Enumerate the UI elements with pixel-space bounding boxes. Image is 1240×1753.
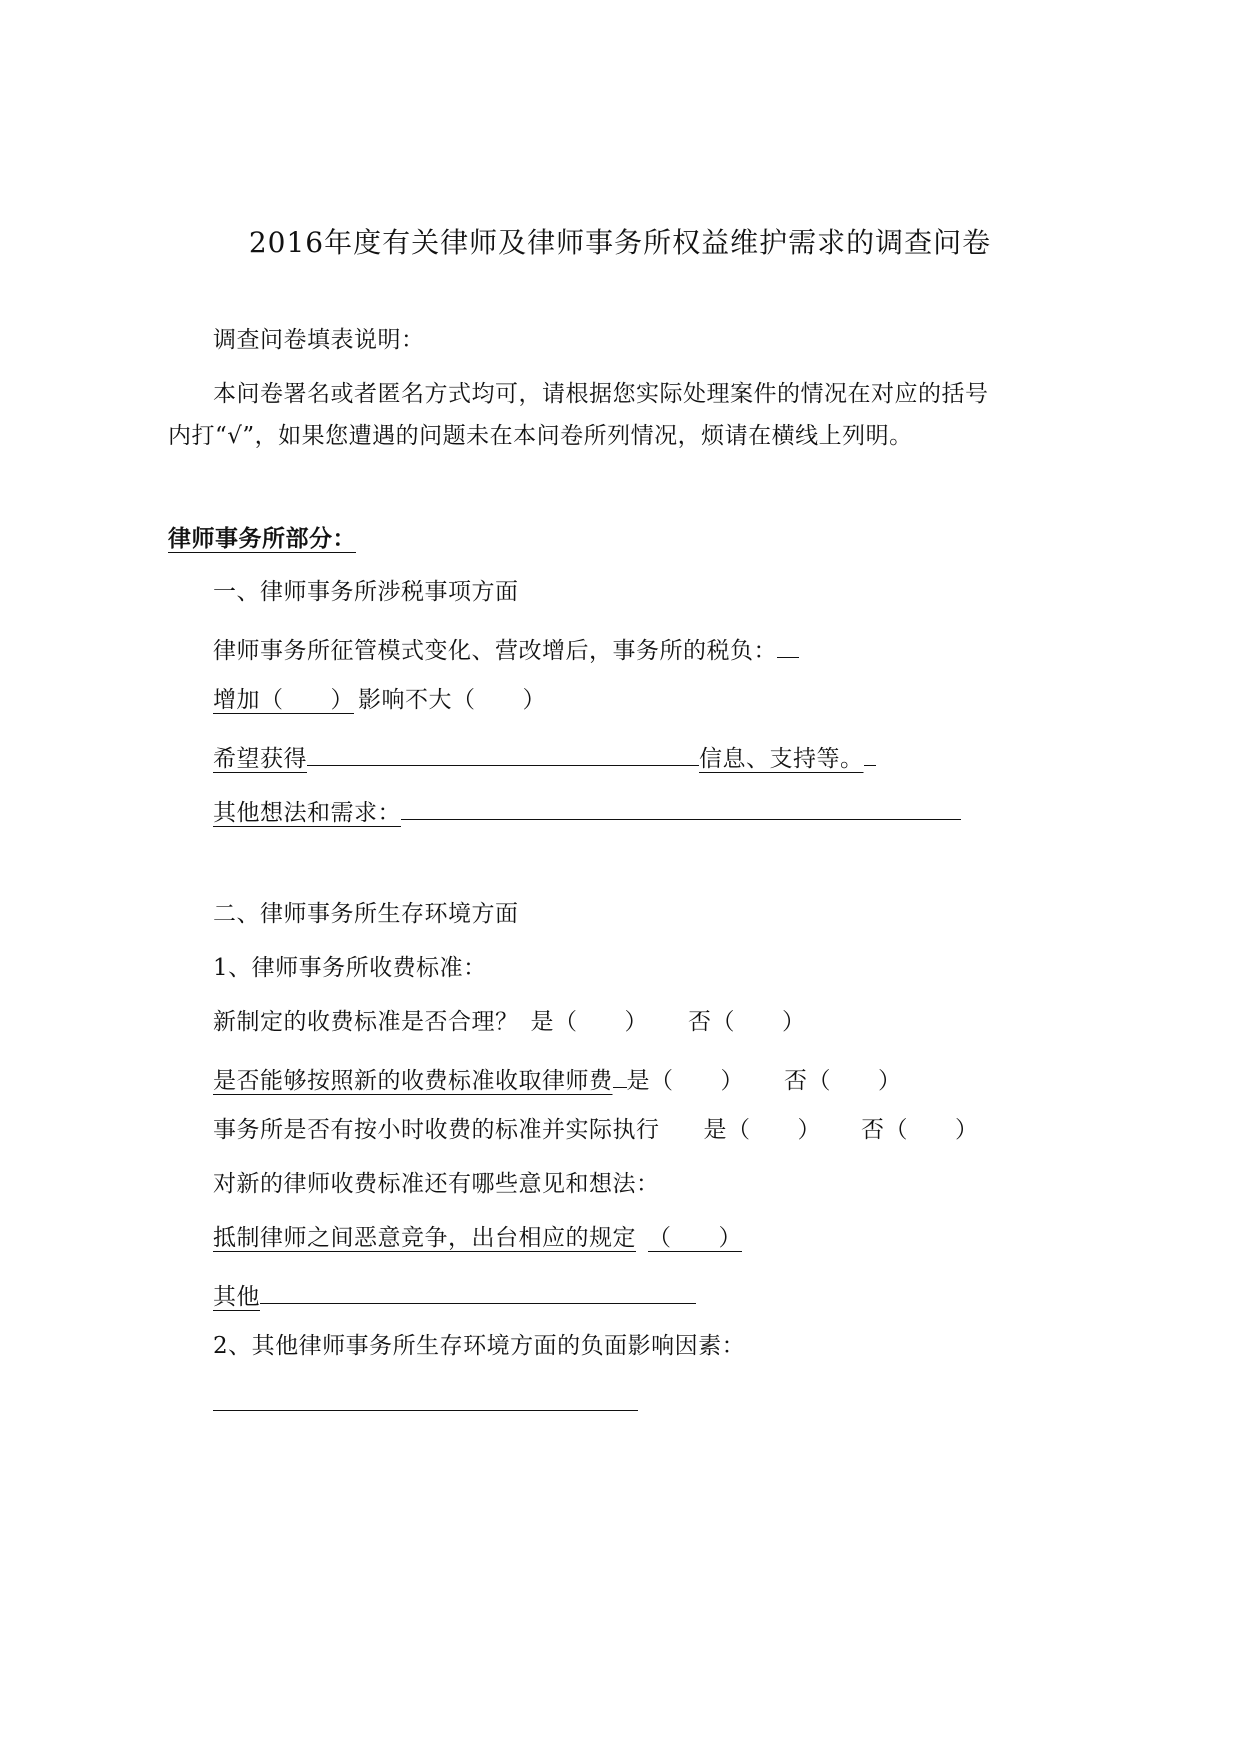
q2-heading: 2、其他律师事务所生存环境方面的负面影响因素： (213, 1333, 746, 1359)
q1b-row (213, 1061, 902, 1096)
answer-blank[interactable] (777, 631, 799, 658)
q1b-text: 是否能够按照新的收费标准收取律师费 (213, 1068, 613, 1094)
q1a-no[interactable]: 否（ ） (688, 1009, 806, 1035)
part1-options (213, 685, 546, 715)
instructions-body-line2: 内打“√”，如果您遭遇的问题未在本问卷所列情况，烦请在横线上列明。 (168, 423, 913, 449)
q1c-text: 事务所是否有按小时收费的标准并实际执行 (213, 1117, 660, 1143)
q1c-row (213, 1115, 979, 1145)
instructions-heading: 调查问卷填表说明： (213, 327, 425, 353)
opinion-option1-text: 抵制律师之间恶意竞争，出台相应的规定 (213, 1225, 636, 1251)
q1a-row (213, 1007, 806, 1037)
q1a-text: 新制定的收费标准是否合理？ (213, 1009, 519, 1035)
page-title: 2016年度有关律师及律师事务所权益维护需求的调查问卷 (248, 226, 992, 259)
hope-suffix: 信息、支持等。 (699, 746, 864, 772)
q1b-no[interactable]: 否（ ） (784, 1068, 902, 1094)
q1b-yes[interactable]: 是（ ） (626, 1068, 744, 1094)
section-heading-firm: 律师事务所部分： (168, 525, 356, 552)
q1a-yes[interactable]: 是（ ） (530, 1009, 648, 1035)
q2-answer-blank[interactable] (213, 1410, 638, 1411)
part1-hope-row (213, 739, 876, 774)
hope-blank[interactable] (307, 739, 699, 766)
other-needs-label: 其他想法和需求： (213, 800, 401, 826)
hope-prefix: 希望获得 (213, 746, 307, 772)
part1-question: 律师事务所征管模式变化、营改增后，事务所的税负： (213, 631, 799, 666)
opinion-other-row (213, 1277, 696, 1312)
opinion-other-blank[interactable] (260, 1277, 696, 1304)
option-increase[interactable]: 增加（ ） (213, 687, 354, 713)
opinion-option1-box[interactable]: （ ） (648, 1225, 742, 1251)
q1c-yes[interactable]: 是（ ） (703, 1117, 821, 1143)
opinion-heading: 对新的律师收费标准还有哪些意见和想法： (213, 1171, 660, 1197)
option-no-effect[interactable]: 影响不大（ ） (358, 687, 546, 713)
opinion-option1-row (213, 1223, 742, 1253)
q1-heading: 1、律师事务所收费标准： (213, 955, 487, 981)
q1c-no[interactable]: 否（ ） (861, 1117, 979, 1143)
part2-heading: 二、律师事务所生存环境方面 (213, 901, 519, 927)
instructions-body-line1: 本问卷署名或者匿名方式均可，请根据您实际处理案件的情况在对应的括号 (213, 381, 989, 407)
part1-other-row (213, 793, 961, 828)
part1-heading: 一、律师事务所涉税事项方面 (213, 579, 519, 605)
other-needs-blank[interactable] (401, 793, 961, 820)
opinion-other-label: 其他 (213, 1284, 260, 1310)
